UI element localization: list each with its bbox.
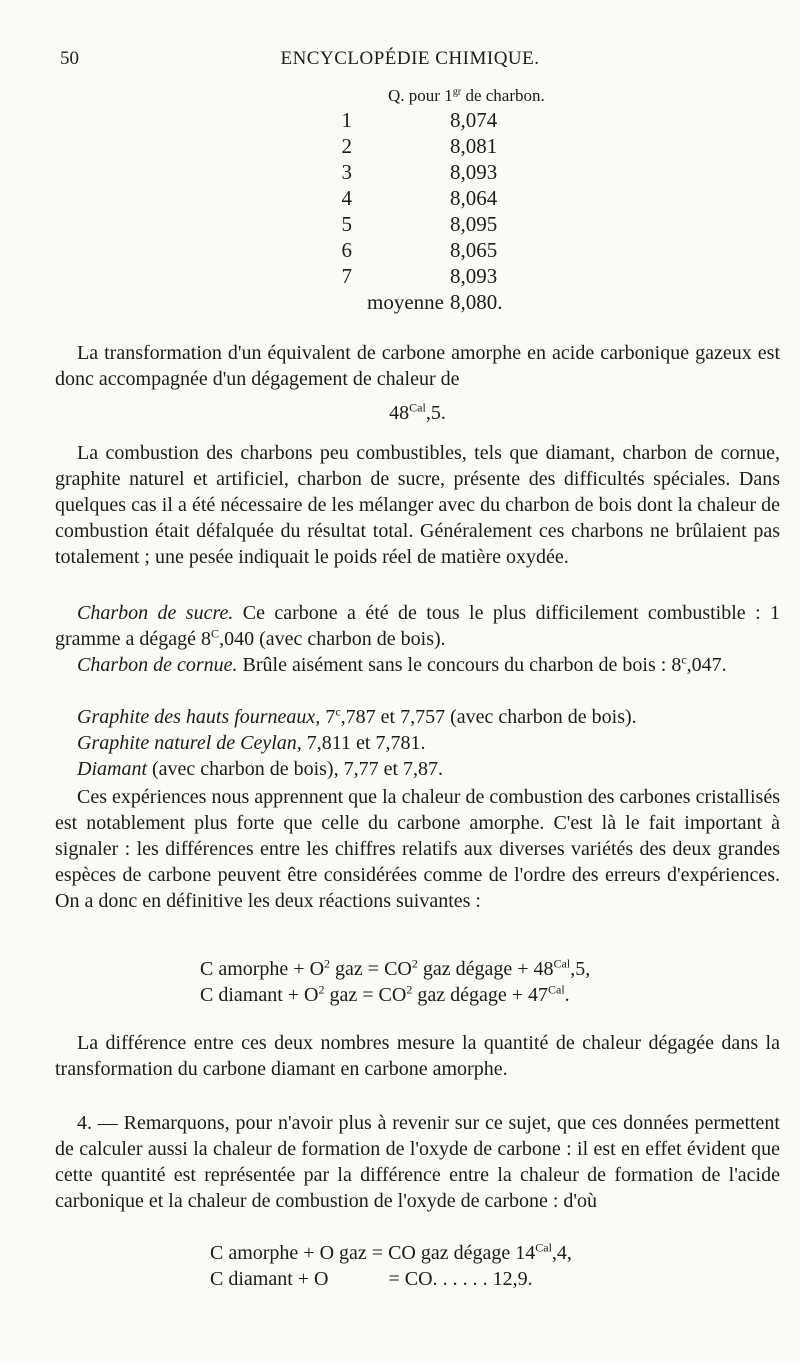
page-number: 50 xyxy=(60,48,79,69)
paragraph: 4. — Remarquons, pour n'avoir plus à revenir sur ce sujet, que ces données permettent de calculer aussi la chaleur de formation de l'oxyde de carbone : il est en effet évident que cette quantité est représentée par la différence entre la chaleur de formation de l'acide carbonique et la chaleur de combustion de l'oxyde de carbone : d'où xyxy=(55,1112,780,1212)
paragraph: Graphite des hauts fourneaux, 7$^c$,787 et 7,757 (avec charbon de bois). xyxy=(77,704,637,728)
paragraph: Charbon de sucre. Ce carbone a été de tous le plus difficilement combustible : 1 gramme a dégagé $8^C,040$ (avec charbon de bois). xyxy=(55,602,781,650)
paragraph: Ces expériences nous apprennent que la chaleur de combustion des carbones cristallisés est notablement plus forte que celle du carbone amorphe. C'est là le fait important à signaler : les différences entre les chiffres relatifs aux diverses variétés des deux grandes espèces de carbone peuvent être considérées comme de l'ordre des erreurs d'expériences. On a donc en définitive les deux réactions suivantes : xyxy=(55,786,780,912)
running-title: ENCYCLOPÉDIE CHIMIQUE. xyxy=(280,48,540,69)
equation: C diamant + O = CO. . . . . . 12,9. xyxy=(210,1268,533,1290)
equation: C diamant + $O^2$ gaz = $CO^2$ gaz dégage + $47^{Cal}$. xyxy=(200,982,570,1006)
table-row: 7 8,093 xyxy=(341,264,498,288)
paragraph: Charbon de cornue. Brûle aisément sans le concours du charbon de bois : 8$^c$,047. xyxy=(77,652,727,676)
equation: C amorphe + $O^2$ gaz = $CO^2$ gaz dégage + $48^{Cal},5$, xyxy=(200,956,591,980)
paragraph: Graphite naturel de Ceylan, 7,811 et 7,781. xyxy=(77,732,426,754)
running-header xyxy=(60,48,760,74)
table-row: 2 8,081 xyxy=(341,134,498,158)
table-row: 6 8,065 xyxy=(341,238,498,262)
table-row: 1 8,074 xyxy=(341,108,498,132)
table-row: 5 8,095 xyxy=(341,212,498,236)
equation: C amorphe + O gaz = CO gaz dégage $14^{Cal},4$, xyxy=(210,1240,572,1264)
table-header: Q. pour $1^{gr}$ de charbon. xyxy=(388,86,545,105)
table-row: 3 8,093 xyxy=(341,160,498,184)
table-mean-row: moyenne 8,080. xyxy=(367,290,503,314)
value-line: $48^{Cal},5$. xyxy=(389,400,446,424)
paragraph: La transformation d'un équivalent de carbone amorphe en acide carbonique gazeux est donc accompagnée d'un dégagement de chaleur de xyxy=(55,342,780,390)
table-row: 4 8,064 xyxy=(341,186,498,210)
paragraph: Diamant (avec charbon de bois), 7,77 et 7,87. xyxy=(77,758,444,780)
paragraph: La combustion des charbons peu combustibles, tels que diamant, charbon de cornue, graphite naturel et artificiel, charbon de sucre, présente des difficultés spéciales. Dans quelques cas il a été nécessaire de les mélanger avec du charbon de bois dont la chaleur de combustion était défalquée du résultat total. Généralement ces charbons ne brûlaient pas totalement ; une pesée indiquait le poids réel de matière oxydée. xyxy=(55,442,780,568)
paragraph: La différence entre ces deux nombres mesure la quantité de chaleur dégagée dans la transformation du carbone diamant en carbone amorphe. xyxy=(55,1032,780,1080)
